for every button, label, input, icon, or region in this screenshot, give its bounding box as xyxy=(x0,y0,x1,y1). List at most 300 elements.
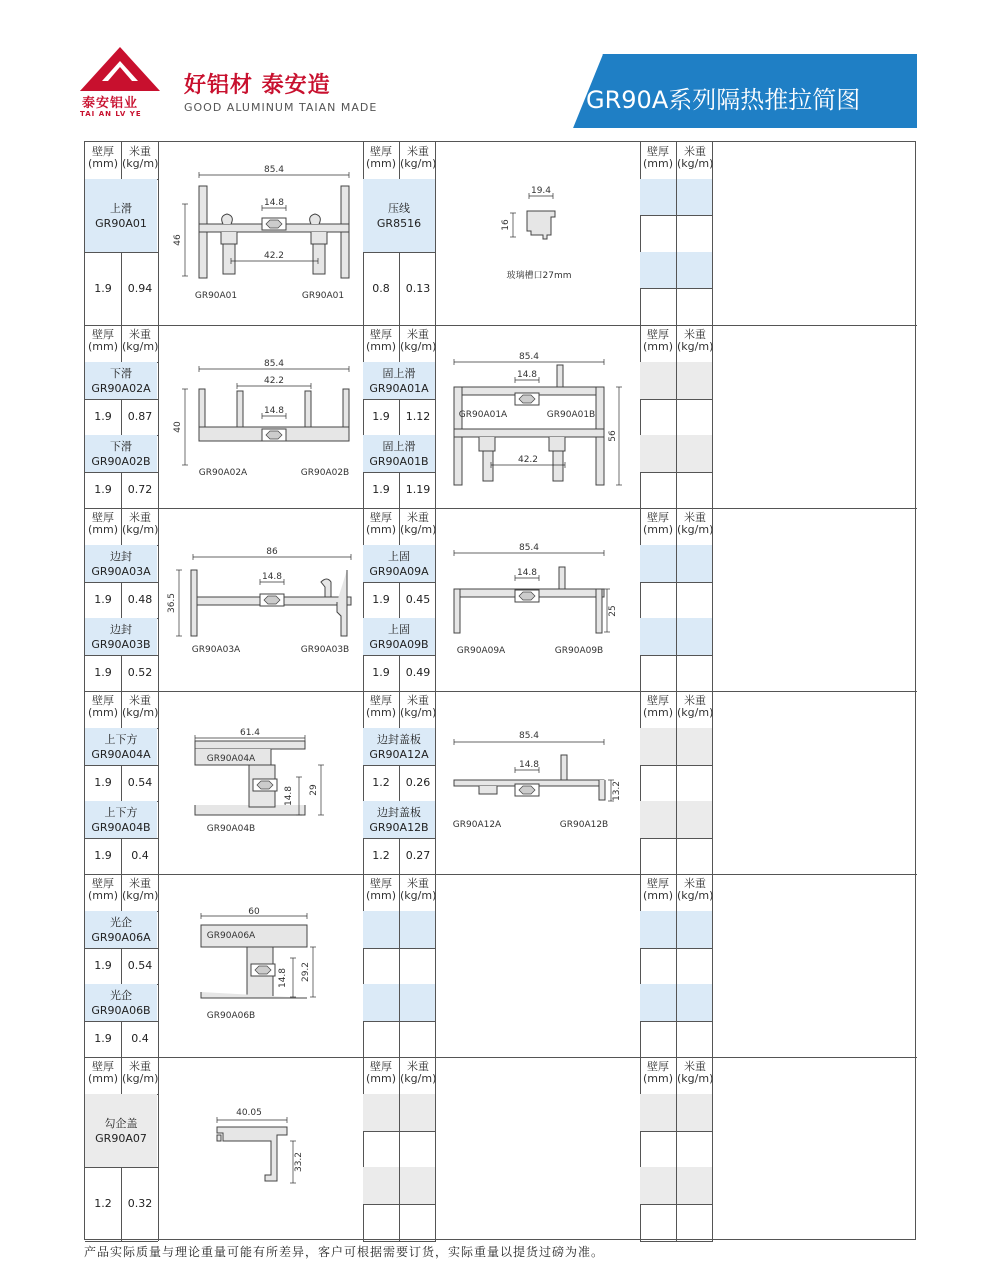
product-code: GR90A03B xyxy=(91,637,151,651)
thickness-header xyxy=(640,329,676,359)
label-a: GR90A03A xyxy=(191,645,241,655)
weight-value: 1.12 xyxy=(405,410,431,423)
weight-value: 0.26 xyxy=(405,776,431,789)
profile-part xyxy=(454,429,604,437)
dim-mid: 14.8 xyxy=(516,568,538,578)
thickness-label: 壁厚 xyxy=(92,328,114,341)
weight-label: 米重 xyxy=(684,328,706,341)
grid-line xyxy=(399,1131,400,1167)
dim-width: 86 xyxy=(266,547,278,557)
weight-label: 米重 xyxy=(129,1060,151,1073)
weight-label: 米重 xyxy=(129,511,151,524)
product-name xyxy=(85,732,157,762)
product-name xyxy=(85,366,157,396)
weight-label: 米重 xyxy=(129,328,151,341)
grid-line xyxy=(676,399,677,435)
product-code: GR90A04B xyxy=(91,820,151,834)
dim-width: 85.4 xyxy=(263,359,285,369)
drawing-GR90A12 xyxy=(439,695,639,865)
weight-header xyxy=(677,329,713,359)
thickness-label: 壁厚 xyxy=(92,511,114,524)
profile-part xyxy=(311,232,327,274)
thickness-unit: (mm) xyxy=(365,889,396,902)
product-name-cn: 上固 xyxy=(388,549,410,563)
grid-line xyxy=(121,399,122,435)
weight-value: 0.45 xyxy=(405,593,431,606)
profile-part xyxy=(596,589,602,633)
weight-unit: (kg/m) xyxy=(677,523,714,536)
label-a: GR90A09A xyxy=(456,646,506,656)
dim-width: 19.4 xyxy=(530,186,552,196)
thickness-value: 1.2 xyxy=(372,776,390,789)
thickness-value: 0.8 xyxy=(372,281,390,295)
product-name-cn: 边封盖板 xyxy=(377,732,421,746)
product-name-cn: 下滑 xyxy=(110,366,132,380)
weight-header xyxy=(400,695,436,725)
dim-height: 36.5 xyxy=(167,592,177,614)
weight-header xyxy=(400,512,436,542)
thickness-value: 1.9 xyxy=(372,483,390,496)
thickness-label: 壁厚 xyxy=(370,145,392,158)
weight-unit: (kg/m) xyxy=(122,706,159,719)
weight-label: 米重 xyxy=(407,145,429,158)
weight-label: 米重 xyxy=(407,328,429,341)
grid-line xyxy=(399,984,400,1021)
grid-line xyxy=(676,984,677,1021)
grid-line xyxy=(676,508,677,545)
weight-value: 0.54 xyxy=(127,959,153,972)
grid-line xyxy=(399,399,400,435)
product-name-cn: 光企 xyxy=(110,915,132,929)
product-name xyxy=(85,201,157,231)
drawing-GR90A04 xyxy=(161,695,361,865)
thickness-value: 1.9 xyxy=(94,281,112,295)
profile-part xyxy=(191,570,197,636)
weight-label: 米重 xyxy=(407,877,429,890)
weight-unit: (kg/m) xyxy=(122,889,159,902)
dim-bottom: 42.2 xyxy=(517,455,539,465)
thickness-label: 壁厚 xyxy=(92,694,114,707)
weight-header xyxy=(122,329,158,359)
grid-line xyxy=(85,508,917,509)
weight-header xyxy=(400,878,436,908)
grid-line xyxy=(399,874,400,911)
weight-value: 0.72 xyxy=(127,483,153,496)
thickness-value: 1.9 xyxy=(94,666,112,679)
grid-line xyxy=(676,1204,677,1241)
thickness-value: 1.9 xyxy=(372,593,390,606)
logo-text-en: TAI AN LV YE xyxy=(80,110,142,118)
profile-part xyxy=(454,589,460,633)
grid-line xyxy=(121,948,122,984)
grid-line xyxy=(363,1241,436,1242)
dim-height: 16 xyxy=(501,219,511,231)
product-name-cn: 勾企盖 xyxy=(104,1116,138,1130)
thickness-unit: (mm) xyxy=(87,1072,118,1085)
dim-mid: 14.8 xyxy=(263,198,285,208)
weight-label: 米重 xyxy=(129,694,151,707)
label-b: GR90A12B xyxy=(559,820,609,830)
thickness-unit: (mm) xyxy=(87,340,118,353)
thickness-label: 壁厚 xyxy=(647,877,669,890)
dim-mid: 14.8 xyxy=(518,760,540,770)
grid-line xyxy=(676,618,677,655)
grid-line xyxy=(399,472,400,508)
profile-part xyxy=(527,211,555,239)
product-name xyxy=(85,915,157,945)
product-name xyxy=(363,732,435,762)
drawing-GR90A03 xyxy=(161,512,361,682)
product-name xyxy=(363,201,435,231)
weight-header xyxy=(122,512,158,542)
thickness-header xyxy=(363,329,399,359)
weight-label: 米重 xyxy=(129,145,151,158)
product-code: GR90A07 xyxy=(95,1131,147,1145)
weight-label: 米重 xyxy=(407,511,429,524)
grid-line xyxy=(399,142,400,179)
dim-height: 29 xyxy=(309,784,319,796)
product-table xyxy=(84,141,916,1240)
weight-label: 米重 xyxy=(684,511,706,524)
profile-part xyxy=(221,232,237,274)
profile-part xyxy=(559,567,565,589)
weight-header xyxy=(677,146,713,176)
weight-label: 米重 xyxy=(407,694,429,707)
thickness-unit: (mm) xyxy=(642,157,673,170)
grid-line xyxy=(399,691,400,728)
label-b: GR90A01 xyxy=(301,291,345,301)
thickness-header xyxy=(363,878,399,908)
dim-height: 46 xyxy=(173,234,183,246)
grid-line xyxy=(399,911,400,948)
grid-line xyxy=(676,1131,677,1167)
thickness-unit: (mm) xyxy=(365,340,396,353)
weight-unit: (kg/m) xyxy=(677,1072,714,1085)
product-name xyxy=(363,549,435,579)
grid-line xyxy=(121,691,122,728)
thickness-value: 1.9 xyxy=(94,959,112,972)
thickness-label: 壁厚 xyxy=(92,1060,114,1073)
grid-line xyxy=(399,1167,400,1204)
grid-line xyxy=(399,838,400,874)
product-code: GR90A04A xyxy=(91,747,151,761)
grid-line xyxy=(676,582,677,618)
weight-header xyxy=(122,146,158,176)
thickness-label: 壁厚 xyxy=(370,328,392,341)
grid-line xyxy=(399,325,400,362)
product-name xyxy=(363,622,435,652)
thickness-unit: (mm) xyxy=(365,1072,396,1085)
logo-text-cn: 泰安铝业 xyxy=(82,96,139,111)
weight-value: 0.4 xyxy=(131,1032,149,1045)
grid-line xyxy=(121,508,122,545)
dim-top: 42.2 xyxy=(263,376,285,386)
weight-unit: (kg/m) xyxy=(677,340,714,353)
weight-unit: (kg/m) xyxy=(400,157,437,170)
thickness-unit: (mm) xyxy=(642,889,673,902)
grid-line xyxy=(676,728,677,765)
dim-width: 60 xyxy=(248,907,260,917)
product-name-cn: 固上滑 xyxy=(382,366,416,380)
product-name xyxy=(363,439,435,469)
weight-unit: (kg/m) xyxy=(400,523,437,536)
grid-line xyxy=(676,801,677,838)
thickness-unit: (mm) xyxy=(642,340,673,353)
label-b: GR90A02B xyxy=(300,468,350,478)
grid-line xyxy=(676,838,677,874)
thickness-label: 壁厚 xyxy=(370,1060,392,1073)
weight-header xyxy=(677,512,713,542)
thickness-unit: (mm) xyxy=(87,706,118,719)
thickness-value: 1.9 xyxy=(372,410,390,423)
slogan-en: GOOD ALUMINUM TAIAN MADE xyxy=(184,101,378,114)
product-name-cn: 上固 xyxy=(388,622,410,636)
grid-line xyxy=(85,874,917,875)
thickness-header xyxy=(85,878,121,908)
grid-line xyxy=(676,472,677,508)
label-a: GR90A06A xyxy=(206,931,256,941)
product-name xyxy=(85,439,157,469)
product-code: GR90A06B xyxy=(91,1003,151,1017)
product-name-cn: 压线 xyxy=(388,201,410,215)
grid-line xyxy=(121,765,122,801)
drawing-GR8516 xyxy=(439,146,639,316)
thickness-label: 壁厚 xyxy=(92,877,114,890)
drawing-GR90A06 xyxy=(161,878,361,1048)
profile-part xyxy=(557,365,563,387)
grid-line xyxy=(399,582,400,618)
grid-line xyxy=(85,1241,158,1242)
thickness-unit: (mm) xyxy=(642,1072,673,1085)
drawing-GR90A02 xyxy=(161,329,361,499)
dim-width: 85.4 xyxy=(263,165,285,175)
thickness-label: 壁厚 xyxy=(647,1060,669,1073)
weight-value: 0.49 xyxy=(405,666,431,679)
weight-label: 米重 xyxy=(407,1060,429,1073)
thickness-label: 壁厚 xyxy=(370,511,392,524)
grid-line xyxy=(121,874,122,911)
product-code: GR90A01A xyxy=(369,381,429,395)
weight-unit: (kg/m) xyxy=(677,889,714,902)
thickness-unit: (mm) xyxy=(87,523,118,536)
thickness-header xyxy=(85,512,121,542)
weight-header xyxy=(677,878,713,908)
thickness-header xyxy=(85,1061,121,1091)
thickness-unit: (mm) xyxy=(365,706,396,719)
dim-height: 40 xyxy=(173,421,183,433)
company-logo-icon xyxy=(80,47,160,91)
dim-mid: 14.8 xyxy=(261,572,283,582)
weight-value: 1.19 xyxy=(405,483,431,496)
grid-line xyxy=(399,1094,400,1131)
thickness-label: 壁厚 xyxy=(647,328,669,341)
label-a: GR90A01A xyxy=(458,410,508,420)
thickness-label: 壁厚 xyxy=(647,145,669,158)
thickness-value: 1.9 xyxy=(372,666,390,679)
grid-line xyxy=(676,655,677,691)
dim-width: 85.4 xyxy=(518,731,540,741)
weight-unit: (kg/m) xyxy=(400,1072,437,1085)
weight-unit: (kg/m) xyxy=(122,157,159,170)
weight-value: 0.4 xyxy=(131,849,149,862)
label-a: GR90A02A xyxy=(198,468,248,478)
weight-header xyxy=(122,1061,158,1091)
drawing-GR90A01 xyxy=(161,146,361,316)
weight-value: 0.52 xyxy=(127,666,153,679)
drawing-GR90A01A xyxy=(439,329,639,499)
product-code: GR90A01B xyxy=(369,454,429,468)
label-a: GR90A12A xyxy=(452,820,502,830)
label-b: GR90A01B xyxy=(546,410,596,420)
dim-width: 85.4 xyxy=(518,352,540,362)
thickness-header xyxy=(363,695,399,725)
product-name-cn: 边封 xyxy=(110,622,132,636)
dim-height: 13.2 xyxy=(612,780,622,802)
grid-line xyxy=(121,838,122,874)
thickness-label: 壁厚 xyxy=(647,511,669,524)
dim-mid: 14.8 xyxy=(284,785,294,807)
page-title: GR90A系列隔热推拉简图 xyxy=(586,86,861,114)
label-b: GR90A04B xyxy=(206,824,256,834)
weight-value: 0.27 xyxy=(405,849,431,862)
grid-line xyxy=(640,1241,713,1242)
drawing-GR90A07 xyxy=(161,1061,361,1231)
product-code: GR8516 xyxy=(376,216,422,230)
dim-bottom: 42.2 xyxy=(263,251,285,261)
weight-value: 0.48 xyxy=(127,593,153,606)
product-code: GR90A06A xyxy=(91,930,151,944)
label-b: GR90A09B xyxy=(554,646,604,656)
grid-line xyxy=(399,252,400,325)
grid-line xyxy=(676,1094,677,1131)
grid-line xyxy=(399,948,400,984)
thickness-value: 1.9 xyxy=(94,776,112,789)
product-code: GR90A02A xyxy=(91,381,151,395)
weight-label: 米重 xyxy=(684,694,706,707)
grid-line xyxy=(676,545,677,582)
product-code: GR90A12A xyxy=(369,747,429,761)
grid-line xyxy=(676,1057,677,1094)
thickness-unit: (mm) xyxy=(365,523,396,536)
weight-unit: (kg/m) xyxy=(400,889,437,902)
grid-line xyxy=(85,1057,917,1058)
weight-unit: (kg/m) xyxy=(122,523,159,536)
grid-line xyxy=(676,362,677,399)
weight-header xyxy=(400,146,436,176)
weight-header xyxy=(122,695,158,725)
grid-line xyxy=(121,582,122,618)
weight-value: 0.13 xyxy=(405,281,431,295)
product-code: GR90A03A xyxy=(91,564,151,578)
thickness-value: 1.2 xyxy=(94,1197,112,1210)
grid-line xyxy=(676,142,677,179)
thickness-label: 壁厚 xyxy=(647,694,669,707)
thickness-label: 壁厚 xyxy=(370,877,392,890)
weight-label: 米重 xyxy=(684,1060,706,1073)
weight-unit: (kg/m) xyxy=(400,340,437,353)
product-name-cn: 边封 xyxy=(110,549,132,563)
dim-mid: 14.8 xyxy=(278,967,288,989)
grid-line xyxy=(399,508,400,545)
weight-header xyxy=(677,1061,713,1091)
grid-line xyxy=(85,325,917,326)
weight-unit: (kg/m) xyxy=(400,706,437,719)
glass-slot-note: 玻璃槽口27mm xyxy=(506,271,572,281)
grid-line xyxy=(676,288,677,325)
grid-line xyxy=(399,765,400,801)
grid-line xyxy=(121,655,122,691)
thickness-header xyxy=(640,878,676,908)
dim-mid: 14.8 xyxy=(263,406,285,416)
weight-label: 米重 xyxy=(684,877,706,890)
weight-header xyxy=(400,329,436,359)
thickness-header xyxy=(85,695,121,725)
weight-unit: (kg/m) xyxy=(122,1072,159,1085)
product-name-cn: 固上滑 xyxy=(382,439,416,453)
grid-line xyxy=(121,1021,122,1057)
thickness-unit: (mm) xyxy=(87,157,118,170)
product-code: GR90A09A xyxy=(369,564,429,578)
thickness-header xyxy=(363,512,399,542)
label-b: GR90A06B xyxy=(206,1011,256,1021)
thickness-value: 1.9 xyxy=(94,593,112,606)
grid-line xyxy=(121,252,122,325)
product-name-cn: 下滑 xyxy=(110,439,132,453)
dim-width: 61.4 xyxy=(239,728,261,738)
thickness-unit: (mm) xyxy=(642,523,673,536)
grid-line xyxy=(121,472,122,508)
weight-value: 0.54 xyxy=(127,776,153,789)
label-a: GR90A01 xyxy=(194,291,238,301)
slogan-cn: 好铝材 泰安造 xyxy=(184,73,331,98)
thickness-unit: (mm) xyxy=(642,706,673,719)
grid-line xyxy=(676,215,677,252)
product-name xyxy=(85,988,157,1018)
thickness-value: 1.9 xyxy=(94,483,112,496)
grid-line xyxy=(121,1167,122,1241)
grid-line xyxy=(676,948,677,984)
thickness-header xyxy=(85,329,121,359)
dim-height: 25 xyxy=(608,605,618,617)
weight-unit: (kg/m) xyxy=(122,340,159,353)
product-name xyxy=(85,1116,157,1146)
grid-line xyxy=(121,142,122,179)
thickness-header xyxy=(640,146,676,176)
weight-header xyxy=(400,1061,436,1091)
thickness-unit: (mm) xyxy=(87,889,118,902)
thickness-label: 壁厚 xyxy=(92,145,114,158)
product-code: GR90A12B xyxy=(369,820,429,834)
footer-note: 产品实际质量与理论重量可能有所差异，客户可根据需要订货，实际重量以提货过磅为准。 xyxy=(84,1245,605,1259)
thickness-value: 1.2 xyxy=(372,849,390,862)
weight-header xyxy=(122,878,158,908)
grid-line xyxy=(676,765,677,801)
grid-line xyxy=(85,691,917,692)
grid-line xyxy=(676,691,677,728)
profile-part xyxy=(195,741,305,749)
thickness-header xyxy=(85,146,121,176)
weight-unit: (kg/m) xyxy=(677,157,714,170)
grid-line xyxy=(676,252,677,288)
grid-line xyxy=(399,1021,400,1057)
grid-line xyxy=(676,435,677,472)
product-name xyxy=(85,549,157,579)
thickness-value: 1.9 xyxy=(94,849,112,862)
label-a: GR90A04A xyxy=(206,754,256,764)
dim-mid: 14.8 xyxy=(516,370,538,380)
thickness-header xyxy=(640,512,676,542)
weight-value: 0.87 xyxy=(127,410,153,423)
